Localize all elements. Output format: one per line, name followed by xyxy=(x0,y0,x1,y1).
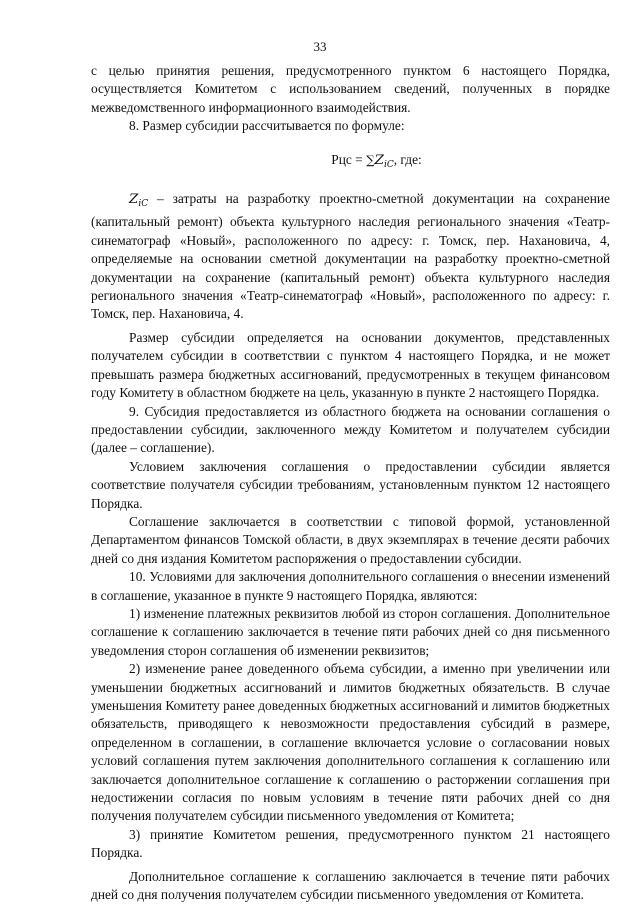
paragraph: Дополнительное соглашение к соглашению заключается в течение пяти рабочих дней со дня получения получателем субсидии письменного уведомления от Комитета. xyxy=(91,868,610,903)
paragraph: 8. Размер субсидии рассчитывается по формуле: xyxy=(129,118,405,134)
paragraph: Размер субсидии определяется на основании документов, представленных получателем субсидии в соответствии с пунктом 4 настоящего Порядка, и не может превышать размера бюджетных ассигнований, предусмотренных в текущем финансовом году Комитету в областном бюджете на цель, указанную в пункте 2 настоящего Порядка. xyxy=(91,329,610,401)
document-body xyxy=(91,62,610,904)
formula-variable: Z xyxy=(374,152,384,168)
definition-text: – затраты на разработку проектно-сметной документации на сохранение (капитальный ремонт) объекта культурного наследия регионального значения «Театр-синематограф «Новый», расположенного по адресу: г. Томск, пер. Нахановича, 4, определяемые на основании сметной документации на разработку проектно-сметной документации на сохранение (капитальный ремонт) объекта культурного наследия регионального значения «Театр-синематограф «Новый», расположенного по адресу: г. Томск, пер. Нахановича, 4. xyxy=(91,191,610,322)
paragraph: 3) принятие Комитетом решения, предусмотренного пунктом 21 настоящего Порядка. xyxy=(91,826,610,861)
formula-lhs: Рцс = xyxy=(331,151,367,167)
page-number: 33 xyxy=(313,39,327,54)
paragraph-definition xyxy=(91,190,610,324)
paragraph: с целью принятия решения, предусмотренного пунктом 6 настоящего Порядка, осуществляется Комитетом с использованием сведений, полученных в порядке межведомственного информационного взаимодействия. xyxy=(91,63,610,115)
formula-subscript: iC xyxy=(383,159,394,170)
definition-variable: Z xyxy=(129,192,139,208)
paragraph: Условием заключения соглашения о предоставлении субсидии является соответствие получателя субсидии требованиям, установленным пунктом 12 настоящего Порядка. xyxy=(91,458,610,511)
definition-subscript: iC xyxy=(138,199,149,210)
paragraph: 2) изменение ранее доведенного объема субсидии, а именно при увеличении или уменьшении бюджетных ассигнований и лимитов бюджетных обязательств. В случае уменьшения Комитету ранее доведенных бюджетных ассигнований и лимитов бюджетных обязательств, приводящего к невозможности предоставления субсидий в размере, определенном в соглашении, в соглашение включается условие о согласовании новых условий соглашения путем заключения дополнительного соглашения к соглашению или заключается дополнительное соглашение к соглашению о расторжении соглашения при недостижении согласия по новым условиям в течение пяти рабочих дней со дня получения получателем субсидии письменного уведомления от Комитета; xyxy=(91,661,610,824)
paragraph: 10. Условиями для заключения дополнительного соглашения о внесении изменений в соглашение, указанное в пункте 9 настоящего Порядка, являются: xyxy=(91,569,610,603)
formula-tail: , где: xyxy=(393,151,422,167)
formula xyxy=(91,151,610,174)
paragraph: 9. Субсидия предоставляется из областного бюджета на основании соглашения о предоставлении субсидии, заключенного между Комитетом и получателем субсидии (далее – соглашение). xyxy=(91,403,610,456)
formula-sum-sign: ∑ xyxy=(366,152,375,167)
paragraph: Соглашение заключается в соответствии с типовой формой, установленной Департаментом финансов Томской области, в двух экземплярах в течение десяти рабочих дней со дня издания Комитетом распоряжения о предоставлении субсидии. xyxy=(91,513,610,566)
paragraph: 1) изменение платежных реквизитов любой из сторон соглашения. Дополнительное соглашение к соглашению заключается в течение пяти рабочих дней со дня письменного уведомления сторон соглашения об изменении реквизитов; xyxy=(91,605,610,658)
